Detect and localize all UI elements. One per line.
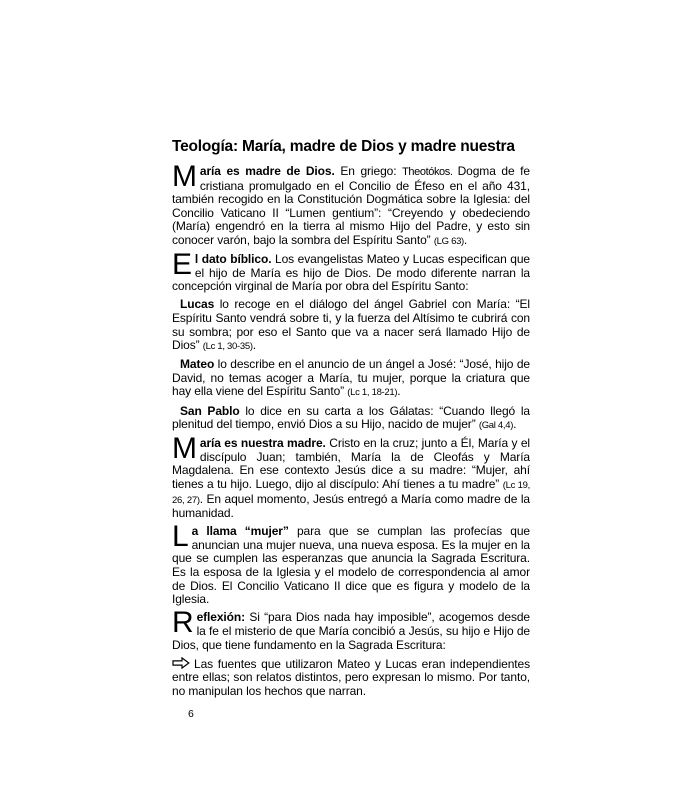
text-segment: Las fuentes que utilizaron Mateo y Lucas eran independientes entre ellas; son relatos distintos, pero expresan lo mismo. Por tanto, no manipulan los hechos que narran. [172, 656, 530, 698]
text-segment: Lucas [180, 297, 220, 312]
paragraph [172, 358, 530, 400]
text-segment: Los evangelistas Mateo y Lucas especifican que el hijo de María es hijo de Dios. De modo diferente narran la concepción virginal de María por obra del Espíritu Santo: [172, 252, 530, 294]
document-page [172, 138, 530, 720]
text-segment: para que se cumplan las profecías que anuncian una mujer nueva, una nueva esposa. Es la mujer en la que se cumplen las esperanzas que anuncia la Sagrada Escritura. Es la esposa de la Iglesia y el modelo de correspondencia al amor de Dios. El Concilio Vaticano II dice que es figura y modelo de la Iglesia. [172, 524, 530, 607]
text-segment: . En aquel momento, Jesús entregó a María como madre de la humanidad. [172, 491, 530, 521]
dropcap-letter: E [172, 248, 192, 282]
text-segment: . [463, 232, 468, 247]
right-arrow-icon [172, 657, 190, 669]
paragraph [172, 606, 530, 652]
text-segment: aría es nuestra madre. [199, 436, 330, 451]
text-segment: lo describe en el anuncio de un ángel a José: “José, hijo de David, no temas acoger a María, tu mujer, porque la criatura que hay ella viene del Espíritu Santo” [172, 357, 530, 399]
scripture-citation: (Lc 19, 26, 27) [172, 479, 530, 506]
text-segment: Si “para Dios nada hay imposible”, acogemos desde la fe el misterio de que María concibió a Jesús, su hijo e Hijo de Dios, que tiene fundamento en la Sagrada Escritura: [172, 610, 530, 652]
paragraph [172, 248, 530, 294]
text-segment: Theotókos. [402, 166, 458, 178]
paragraph [172, 520, 530, 607]
text-segment: . [252, 338, 256, 353]
paragraph [172, 405, 530, 433]
text-segment: . [397, 384, 401, 399]
page-number: 6 [188, 708, 194, 721]
paragraph [172, 432, 530, 521]
paragraph [172, 160, 530, 249]
paragraph [172, 298, 530, 353]
text-segment: eflexión: [196, 610, 250, 625]
dropcap-letter: M [172, 160, 197, 193]
dropcap-letter: L [172, 520, 189, 554]
dropcap-letter: R [172, 606, 194, 640]
text-segment: aría es madre de Dios. [199, 164, 341, 178]
scripture-citation: (Lc 1, 18-21) [347, 387, 398, 399]
paragraph [172, 657, 530, 699]
text-segment: Mateo [180, 357, 218, 372]
text-segment: a llama “mujer” [191, 524, 297, 539]
text-segment: l dato bíblico. [194, 252, 276, 267]
text-segment: lo dice en su carta a los Gálatas: “Cuando llegó la plenitud del tiempo, envió Dios a su Hijo, nacido de mujer” [172, 403, 530, 432]
text-segment: Cristo en la cruz; junto a Él, María y el discípulo Juan; también, María la de Cleofás y María Magdalena. En ese contexto Jesús dice a su madre: “Mujer, ahí tienes a tu hijo. Luego, dijo al discípulo: Ahí tienes a tu madre” [172, 436, 530, 491]
page-title: Teología: María, madre de Dios y madre nuestra [172, 138, 515, 155]
text-segment: Dogma de fe cristiana promulgado en el Concilio de Éfeso en el año 431, también recogido en la Constitución Dogmática sobre la Iglesia: del Concilio Vaticano II “Lumen gentium”: “Creyendo y obedeciendo (María) engendró en la tierra al mismo Hijo del Padre, y esto sin conocer varón, bajo la sombra del Espíritu Santo” [172, 164, 530, 247]
text-segment: En griego: [340, 164, 403, 178]
scripture-citation: (LG 63) [433, 235, 464, 247]
text-segment: San Pablo [180, 403, 246, 418]
scripture-citation: (Lc 1, 30-35) [202, 341, 253, 353]
dropcap-letter: M [172, 432, 197, 466]
text-segment: . [513, 417, 517, 432]
text-segment: lo recoge en el diálogo del ángel Gabriel con María: “El Espíritu Santo vendrá sobre ti, y la fuerza del Altísimo te cubrirá con su sombra; por eso el Santo que va a nacer será llamado Hijo de Dios” [172, 297, 530, 353]
article-body [172, 160, 530, 698]
scripture-citation: (Gal 4,4) [478, 420, 514, 432]
